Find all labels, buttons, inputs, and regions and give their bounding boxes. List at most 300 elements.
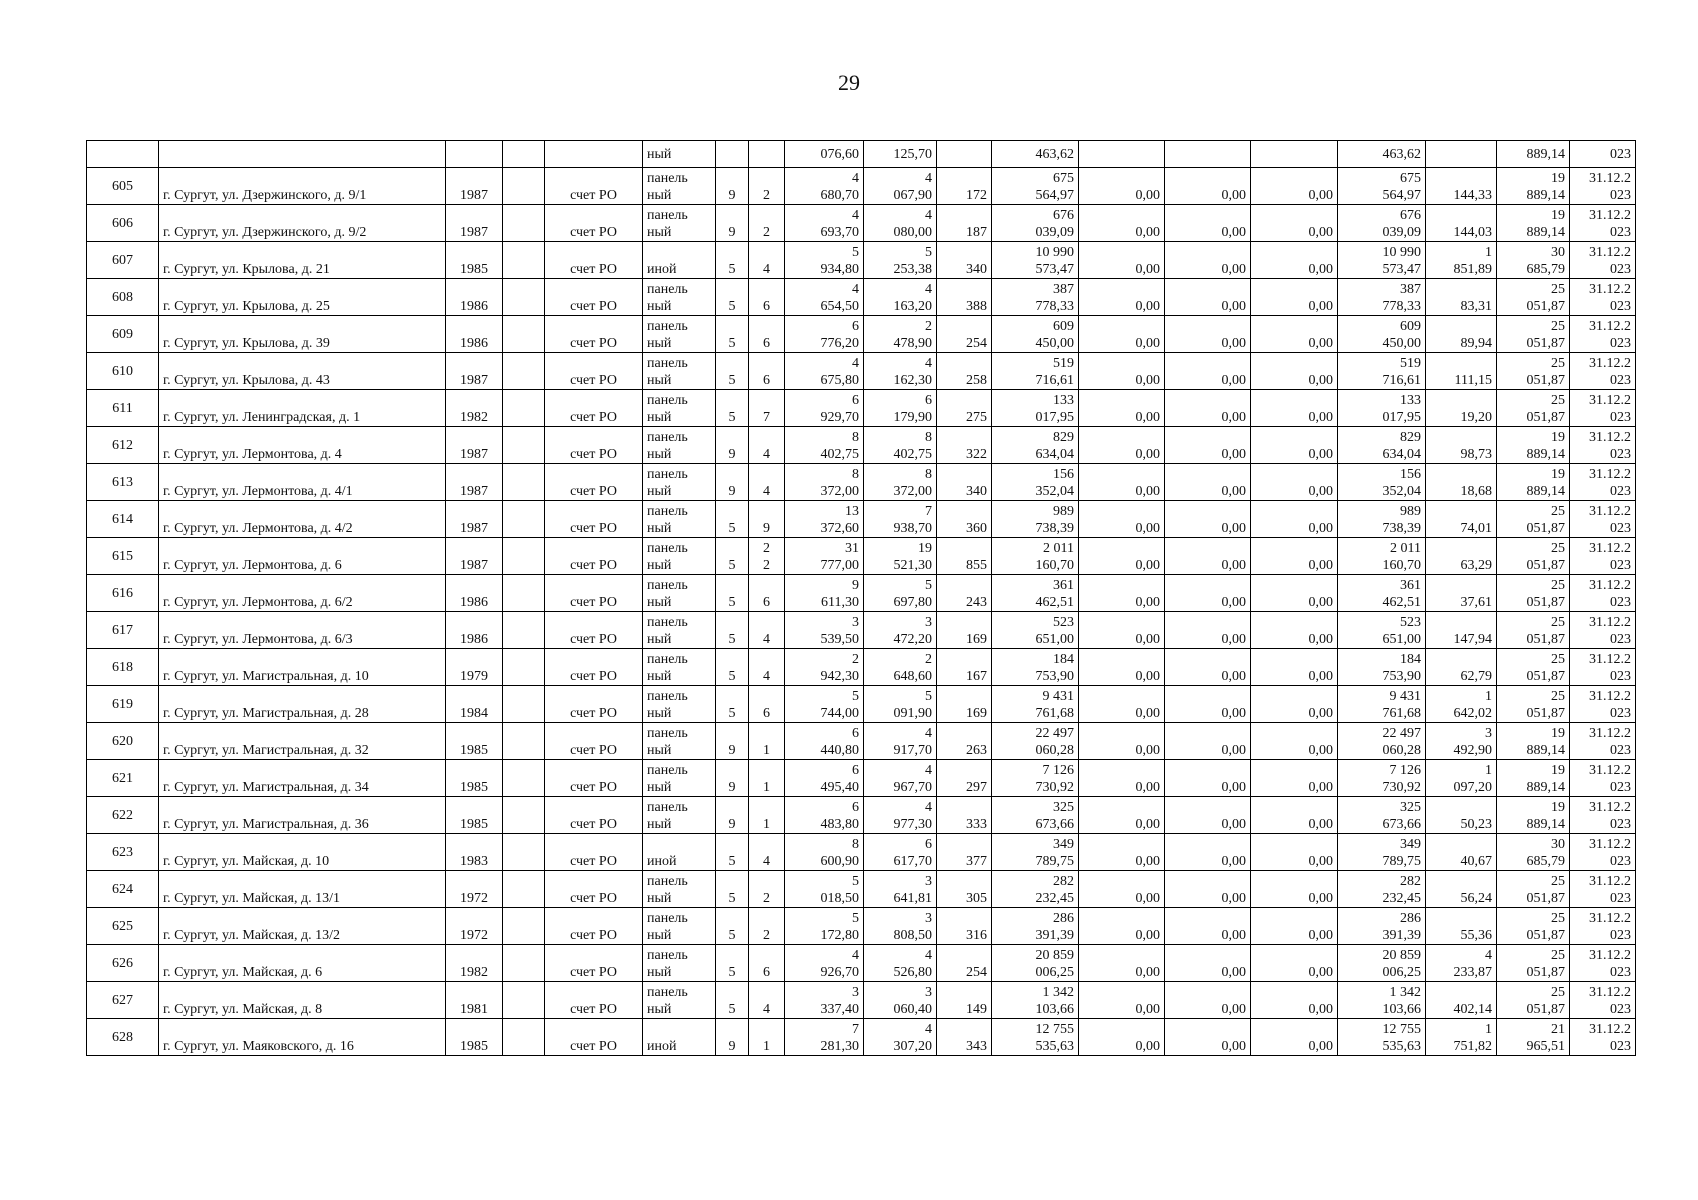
table-cell: 625 [87,908,159,945]
table-cell: г. Сургут, ул. Майская, д. 8 [159,982,446,1019]
table-cell [503,464,545,501]
table-row [87,316,1636,353]
table-row [87,538,1636,575]
table-cell: 2 [749,205,785,242]
table-cell: 19 889,14 [1497,797,1570,834]
table-cell: 0,00 [1165,1019,1251,1056]
table-cell: г. Сургут, ул. Магистральная, д. 36 [159,797,446,834]
table-cell: 0,00 [1251,834,1338,871]
table-cell: 25 051,87 [1497,538,1570,575]
table-cell: 30 685,79 [1497,242,1570,279]
table-cell: 12 755 535,63 [1338,1019,1426,1056]
table-cell [503,945,545,982]
table-cell: 282 232,45 [992,871,1079,908]
table-row [87,205,1636,242]
table-row-continuation [87,141,1636,168]
table-cell: 144,33 [1426,168,1497,205]
table-cell: 2 478,90 [864,316,937,353]
table-cell: 675 564,97 [1338,168,1426,205]
table-cell: 611 [87,390,159,427]
table-cell: 5 [716,686,749,723]
table-cell: 1984 [446,686,503,723]
table-cell: 0,00 [1165,501,1251,538]
table-cell: счет РО [545,168,643,205]
table-cell: 31.12.2 023 [1570,1019,1636,1056]
table-cell: 31.12.2 023 [1570,686,1636,723]
table-cell: 5 [716,982,749,1019]
table-cell: панель ный [643,575,716,612]
table-cell: 624 [87,871,159,908]
table-cell: 149 [937,982,992,1019]
table-row [87,612,1636,649]
table-cell: 3 641,81 [864,871,937,908]
table-cell: г. Сургут, ул. Лермонтова, д. 6 [159,538,446,575]
table-cell: 31.12.2 023 [1570,501,1636,538]
table-cell: панель ный [643,205,716,242]
table-cell: 0,00 [1251,649,1338,686]
table-cell: 0,00 [1165,649,1251,686]
table-cell: счет РО [545,760,643,797]
table-cell: 0,00 [1079,205,1165,242]
table-cell: счет РО [545,501,643,538]
table-cell: 676 039,09 [992,205,1079,242]
table-cell: 31 777,00 [785,538,864,575]
table-cell: 1987 [446,427,503,464]
table-cell [503,538,545,575]
table-cell: 19 889,14 [1497,205,1570,242]
table-cell: 5 018,50 [785,871,864,908]
table-row [87,501,1636,538]
table-cell: 4 917,70 [864,723,937,760]
table-cell: 1981 [446,982,503,1019]
table-cell: 0,00 [1251,871,1338,908]
table-cell: 0,00 [1251,205,1338,242]
table-cell: панель ный [643,501,716,538]
table-cell: 607 [87,242,159,279]
table-cell: 0,00 [1165,723,1251,760]
table-cell [159,141,446,168]
table-cell: г. Сургут, ул. Лермонтова, д. 4 [159,427,446,464]
table-cell: 0,00 [1165,316,1251,353]
table-cell: 0,00 [1079,464,1165,501]
table-cell: 0,00 [1165,205,1251,242]
table-cell: 30 685,79 [1497,834,1570,871]
table-cell: 1986 [446,279,503,316]
table-cell: иной [643,1019,716,1056]
table-cell: 31.12.2 023 [1570,649,1636,686]
table-cell [503,760,545,797]
table-cell: 6 495,40 [785,760,864,797]
table-cell: 25 051,87 [1497,390,1570,427]
table-cell: 618 [87,649,159,686]
table-cell [87,141,159,168]
table-cell: 4 162,30 [864,353,937,390]
table-cell: счет РО [545,686,643,723]
table-cell [503,1019,545,1056]
table-cell: 8 402,75 [864,427,937,464]
table-cell: 621 [87,760,159,797]
table-cell: 1985 [446,1019,503,1056]
table-cell [545,141,643,168]
table-cell: г. Сургут, ул. Крылова, д. 39 [159,316,446,353]
table-cell: г. Сургут, ул. Маяковского, д. 16 [159,1019,446,1056]
table-cell: 1 [749,760,785,797]
table-cell [503,797,545,834]
table-cell: 31.12.2 023 [1570,390,1636,427]
table-cell: 613 [87,464,159,501]
table-cell: 172 [937,168,992,205]
table-cell: г. Сургут, ул. Магистральная, д. 32 [159,723,446,760]
table-cell: 0,00 [1251,390,1338,427]
table-cell: 2 011 160,70 [1338,538,1426,575]
table-cell [503,168,545,205]
table-cell: 4 [749,649,785,686]
table-cell: панель ный [643,686,716,723]
table-cell: 0,00 [1165,834,1251,871]
table-cell: 7 938,70 [864,501,937,538]
table-cell: г. Сургут, ул. Майская, д. 6 [159,945,446,982]
table-cell: 325 673,66 [1338,797,1426,834]
table-cell: 25 051,87 [1497,612,1570,649]
table-cell: 1982 [446,945,503,982]
table-cell: 675 564,97 [992,168,1079,205]
table-cell: г. Сургут, ул. Дзержинского, д. 9/1 [159,168,446,205]
table-cell: 19 889,14 [1497,464,1570,501]
table-cell: 402,14 [1426,982,1497,1019]
table-cell: 63,29 [1426,538,1497,575]
table-cell: счет РО [545,242,643,279]
table-cell: 184 753,90 [992,649,1079,686]
table-cell: 9 [716,205,749,242]
table-cell: г. Сургут, ул. Крылова, д. 43 [159,353,446,390]
table-cell: 989 738,39 [1338,501,1426,538]
table-cell: 9 611,30 [785,575,864,612]
table-cell: 31.12.2 023 [1570,945,1636,982]
table-cell: 7 126 730,92 [992,760,1079,797]
table-cell: 2 [749,908,785,945]
table-cell: 184 753,90 [1338,649,1426,686]
table-cell: 0,00 [1165,390,1251,427]
table-cell: 111,15 [1426,353,1497,390]
table-cell: 5 697,80 [864,575,937,612]
table-cell: 5 [716,871,749,908]
table-cell: 1 751,82 [1426,1019,1497,1056]
table-cell: 6 776,20 [785,316,864,353]
table-cell: 0,00 [1079,168,1165,205]
table-cell: 0,00 [1165,982,1251,1019]
table-cell: 676 039,09 [1338,205,1426,242]
table-cell: 4 967,70 [864,760,937,797]
table-cell: 5 172,80 [785,908,864,945]
table-cell: 343 [937,1019,992,1056]
table-cell: 0,00 [1079,501,1165,538]
table-cell: 5 [716,353,749,390]
table-cell: 6 617,70 [864,834,937,871]
table-cell: 4 [749,242,785,279]
table-cell: 31.12.2 023 [1570,871,1636,908]
table-cell: 187 [937,205,992,242]
table-cell: 4 [749,612,785,649]
table-cell [503,723,545,760]
table-cell [503,390,545,427]
table-cell: 6 [749,575,785,612]
table-cell: 619 [87,686,159,723]
table-cell: 0,00 [1251,464,1338,501]
table-cell: панель ный [643,316,716,353]
table-cell: 1982 [446,390,503,427]
table-cell: 167 [937,649,992,686]
table-cell: 37,61 [1426,575,1497,612]
table-cell: 6 929,70 [785,390,864,427]
table-cell: 62,79 [1426,649,1497,686]
table-cell: 5 [716,612,749,649]
table-cell: 609 450,00 [992,316,1079,353]
table-cell: 6 440,80 [785,723,864,760]
table-cell: 19 889,14 [1497,427,1570,464]
table-cell: 263 [937,723,992,760]
table-cell: 56,24 [1426,871,1497,908]
table-cell: панель ный [643,279,716,316]
table-cell: 0,00 [1251,575,1338,612]
table-cell: 5 091,90 [864,686,937,723]
table-cell: 19 521,30 [864,538,937,575]
table-row [87,168,1636,205]
table-cell [1426,141,1497,168]
table-row [87,390,1636,427]
table-row [87,575,1636,612]
table-cell: 144,03 [1426,205,1497,242]
table-cell: 25 051,87 [1497,686,1570,723]
table-cell: 612 [87,427,159,464]
table-cell: 076,60 [785,141,864,168]
table-cell: 023 [1570,141,1636,168]
table-cell: г. Сургут, ул. Лермонтова, д. 6/2 [159,575,446,612]
table-cell: 622 [87,797,159,834]
table-cell: 1 097,20 [1426,760,1497,797]
table-cell: 0,00 [1251,242,1338,279]
table-cell: 0,00 [1079,279,1165,316]
table-cell: 855 [937,538,992,575]
table-cell: 617 [87,612,159,649]
table-cell: 31.12.2 023 [1570,834,1636,871]
table-cell: счет РО [545,723,643,760]
table-cell: панель ный [643,353,716,390]
table-cell: 0,00 [1165,612,1251,649]
table-cell: г. Сургут, ул. Лермонтова, д. 4/1 [159,464,446,501]
table-cell: 4 [749,464,785,501]
table-cell: 606 [87,205,159,242]
table-cell: панель ный [643,945,716,982]
table-cell: 31.12.2 023 [1570,427,1636,464]
table-cell: 7 [749,390,785,427]
table-cell: 1985 [446,242,503,279]
table-cell: 0,00 [1079,538,1165,575]
table-cell: 519 716,61 [1338,353,1426,390]
table-cell: счет РО [545,575,643,612]
table-cell: счет РО [545,316,643,353]
table-cell: 254 [937,316,992,353]
table-cell: 0,00 [1165,945,1251,982]
table-cell: 610 [87,353,159,390]
table-cell: 0,00 [1079,316,1165,353]
table-cell: 0,00 [1251,797,1338,834]
table-cell: 0,00 [1165,279,1251,316]
table-cell: 623 [87,834,159,871]
table-cell: 620 [87,723,159,760]
table-cell: 156 352,04 [992,464,1079,501]
table-cell: 4 080,00 [864,205,937,242]
table-cell: 1 642,02 [1426,686,1497,723]
table-cell: 169 [937,686,992,723]
table-cell: 0,00 [1079,1019,1165,1056]
table-cell: 627 [87,982,159,1019]
table-cell: счет РО [545,612,643,649]
table-cell: 387 778,33 [1338,279,1426,316]
table-cell: 615 [87,538,159,575]
table-cell: г. Сургут, ул. Магистральная, д. 28 [159,686,446,723]
table-cell: г. Сургут, ул. Лермонтова, д. 4/2 [159,501,446,538]
table-cell: 1985 [446,723,503,760]
table-cell: 6 483,80 [785,797,864,834]
housing-registry-table [86,140,1636,1056]
table-cell: 0,00 [1251,908,1338,945]
table-cell: 0,00 [1079,353,1165,390]
table-cell: 89,94 [1426,316,1497,353]
table-cell: 31.12.2 023 [1570,760,1636,797]
table-cell [503,141,545,168]
table-row [87,353,1636,390]
table-cell: 1983 [446,834,503,871]
table-cell: 8 372,00 [785,464,864,501]
table-cell: 4 680,70 [785,168,864,205]
table-cell: 829 634,04 [992,427,1079,464]
table-cell: г. Сургут, ул. Крылова, д. 25 [159,279,446,316]
table-cell: 147,94 [1426,612,1497,649]
table-cell: 156 352,04 [1338,464,1426,501]
table-cell [503,908,545,945]
table-cell: 125,70 [864,141,937,168]
table-cell: 523 651,00 [1338,612,1426,649]
table-cell: 10 990 573,47 [1338,242,1426,279]
table-cell: 31.12.2 023 [1570,538,1636,575]
table-cell: 0,00 [1079,834,1165,871]
table-cell [503,353,545,390]
table-cell: 0,00 [1079,242,1165,279]
table-cell: панель ный [643,612,716,649]
table-cell: 31.12.2 023 [1570,168,1636,205]
table-cell: 0,00 [1079,686,1165,723]
table-cell: 286 391,39 [1338,908,1426,945]
table-cell: 20 859 006,25 [1338,945,1426,982]
table-cell: панель ный [643,649,716,686]
table-cell: 0,00 [1079,908,1165,945]
table-cell: 1986 [446,316,503,353]
table-cell: счет РО [545,797,643,834]
table-cell: 5 [716,649,749,686]
table-cell: 325 673,66 [992,797,1079,834]
table-cell: 4 693,70 [785,205,864,242]
table-row [87,797,1636,834]
table-cell: 31.12.2 023 [1570,242,1636,279]
table-cell: 609 450,00 [1338,316,1426,353]
table-cell: счет РО [545,279,643,316]
table-cell: панель ный [643,723,716,760]
table-cell: 9 431 761,68 [992,686,1079,723]
table-cell: 6 [749,686,785,723]
table-cell [1079,141,1165,168]
table-cell: 9 431 761,68 [1338,686,1426,723]
table-cell: 4 [749,427,785,464]
table-cell: 50,23 [1426,797,1497,834]
table-cell: 1987 [446,464,503,501]
table-cell: 333 [937,797,992,834]
table-cell: 605 [87,168,159,205]
table-cell: 7 126 730,92 [1338,760,1426,797]
table-cell: 1987 [446,538,503,575]
table-cell [716,141,749,168]
table-cell: 8 372,00 [864,464,937,501]
table-cell: 297 [937,760,992,797]
table-cell: 74,01 [1426,501,1497,538]
table-cell: панель ный [643,982,716,1019]
table-cell: 0,00 [1251,1019,1338,1056]
table-cell: панель ный [643,797,716,834]
table-cell: 1986 [446,612,503,649]
table-cell: 2 2 [749,538,785,575]
table-cell: 0,00 [1251,316,1338,353]
table-cell: панель ный [643,464,716,501]
table-cell: 387 778,33 [992,279,1079,316]
table-cell: 2 [749,871,785,908]
table-row [87,871,1636,908]
table-cell: 0,00 [1165,427,1251,464]
table-cell: 1987 [446,353,503,390]
table-cell: 19 889,14 [1497,723,1570,760]
table-cell [503,205,545,242]
table-row [87,464,1636,501]
table-cell: счет РО [545,871,643,908]
table-cell: панель ный [643,908,716,945]
table-cell: 25 051,87 [1497,279,1570,316]
table-cell: 4 [749,834,785,871]
table-cell: 0,00 [1165,168,1251,205]
table-cell: г. Сургут, ул. Майская, д. 13/1 [159,871,446,908]
table-cell: 13 372,60 [785,501,864,538]
table-cell: 0,00 [1251,612,1338,649]
table-cell: 8 600,90 [785,834,864,871]
table-cell: 19,20 [1426,390,1497,427]
table-cell: 609 [87,316,159,353]
table-cell: 5 [716,279,749,316]
table-cell: панель ный [643,427,716,464]
table-cell: 1 [749,723,785,760]
table-cell: г. Сургут, ул. Майская, д. 10 [159,834,446,871]
table-cell: панель ный [643,538,716,575]
table-cell: 0,00 [1251,945,1338,982]
table-cell: 1987 [446,205,503,242]
table-cell: 0,00 [1079,612,1165,649]
table-cell: 9 [716,464,749,501]
table-cell: 3 472,20 [864,612,937,649]
table-cell: 5 [716,390,749,427]
table-cell: 1972 [446,908,503,945]
table-cell [503,427,545,464]
table-cell: 626 [87,945,159,982]
table-cell: г. Сургут, ул. Магистральная, д. 34 [159,760,446,797]
table-cell: 5 934,80 [785,242,864,279]
table-cell: 4 307,20 [864,1019,937,1056]
table-cell: 20 859 006,25 [992,945,1079,982]
